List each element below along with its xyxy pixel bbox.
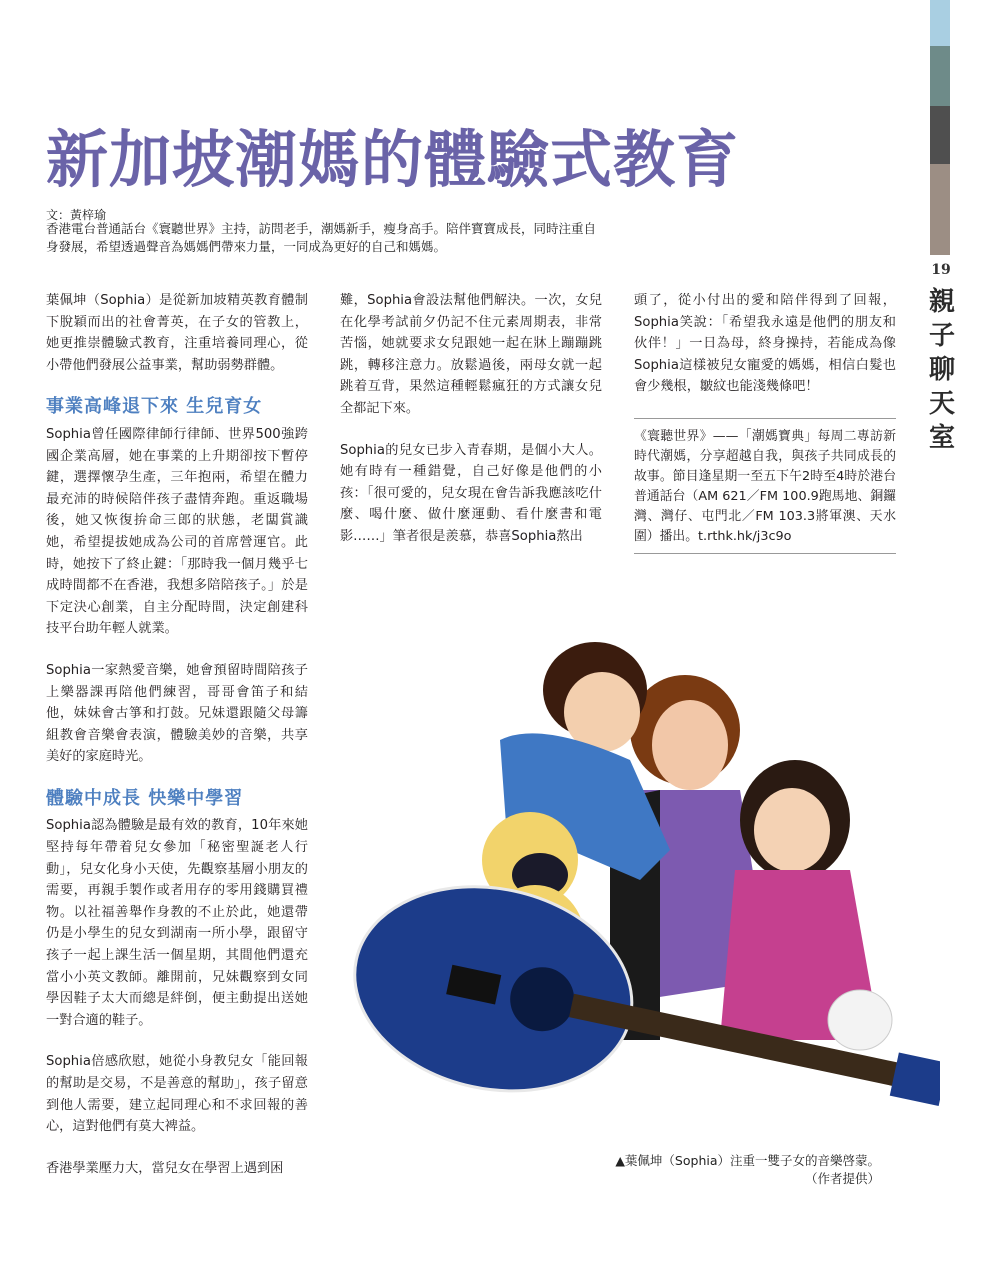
caption-credit: （作者提供） — [804, 1171, 880, 1186]
caption-text: ▲葉佩坤（Sophia）注重一雙子女的音樂啓蒙。 — [615, 1153, 880, 1168]
family-photo — [340, 620, 940, 1140]
color-bar — [930, 164, 950, 255]
page-number: 19 — [931, 262, 951, 278]
paragraph: 頭了，從小付出的愛和陪伴得到了回報，Sophia笑說：「希望我永遠是他們的朋友和伙伴！」一日為母，終身操持，若能成為像Sophia這樣被兒女寵愛的媽媽，相信白髮也會少幾根，皺紋也能淺幾條吧！ — [634, 293, 896, 395]
color-bar — [930, 46, 950, 106]
paragraph: Sophia倍感欣慰，她從小身教兒女「能回報的幫助是交易，不是善意的幫助」，孩子留意到他人需要，建立起同理心和不求回報的善心，這對他們有莫大裨益。 — [46, 1054, 308, 1135]
toy-dog — [828, 990, 892, 1050]
program-info-box: 《寰聽世界》——「潮媽寶典」每周二專訪新時代潮媽，分享超越自我，與孩子共同成長的故事。節目逢星期一至五下午2時至4時於港台普通話台（AM 621／FM 100.9跑馬地、銅鑼灣、灣仔、屯門北／FM 103.3將軍澳、天水圍）播出。t.rthk.hk/j3c9o — [634, 418, 896, 554]
column-2 — [340, 290, 602, 568]
color-bar — [930, 0, 950, 46]
paragraph: 難，Sophia會設法幫他們解決。一次，女兒在化學考試前夕仍記不住元素周期表，非常苦惱，她就要求女兒跟她一起在牀上蹦蹦跳跳，轉移注意力。放鬆過後，兩母女就一起跳着互背，果然這種輕鬆瘋狂的方式讓女兒全都記下來。 — [340, 293, 602, 416]
paragraph: Sophia認為體驗是最有效的教育，10年來她堅持每年帶着兒女參加「秘密聖誕老人行動」，兒女化身小天使，先觀察基層小朋友的需要，再親手製作或者用存的零用錢購買禮物。以社福善舉作身教的不止於此，她還帶仍是小學生的兒女到湖南一所小學，跟留守孩子一起上課生活一個星期，其間他們還充當小小英文教師。離開前，兄妹觀察到女同學因鞋子太大而總是絆倒，便主動提出送她一對合適的鞋子。 — [46, 818, 308, 1028]
author-intro: 香港電台普通話台《寰聽世界》主持，訪問老手，潮媽新手，瘦身高手。陪伴寶寶成長，同時注重自身發展，希望透過聲音為媽媽們帶來力量，一同成為更好的自己和媽媽。 — [46, 221, 597, 254]
subheading: 事業高峰退下來 生兒育女 — [46, 396, 263, 418]
page-title: 新加坡潮媽的體驗式教育 — [46, 123, 740, 196]
mother-face — [652, 700, 728, 790]
byline: 文：黃梓瑜 — [46, 208, 107, 222]
photo-caption — [520, 1152, 880, 1188]
color-bar — [930, 106, 950, 164]
paragraph: Sophia一家熱愛音樂，她會預留時間陪孩子上樂器課再陪他們練習，哥哥會笛子和結他，妹妹會古箏和打鼓。兄妹還跟隨父母籌組教會音樂會表演，體驗美妙的音樂，共享美好的家庭時光。 — [46, 662, 308, 765]
column-1 — [46, 290, 308, 1199]
paragraph: 葉佩坤（Sophia）是從新加坡精英教育體制下脫穎而出的社會菁英，在子女的管教上，她更推崇體驗式教育，注重培養同理心，從小帶他們發展公益事業，幫助弱勢群體。 — [46, 293, 308, 373]
column-3 — [634, 290, 896, 554]
guitar-headstock — [890, 1053, 940, 1106]
paragraph: Sophia曾任國際律師行律師、世界500強跨國企業高層，她在事業的上升期卻按下暫停鍵，選擇懷孕生產，三年抱兩，希望在體力最充沛的時候陪伴孩子盡情奔跑。重返職場後，她又恢復拚命三郎的狀態，老闆賞識她，希望提拔她成為公司的首席營運官。此時，她按下了終止鍵：「那時我一個月幾乎七成時間都不在香港，我想多陪陪孩子。」於是下定決心創業，自主分配時間，決定創建科技平台助年輕人就業。 — [46, 426, 308, 637]
section-tag: 親子聊天室 — [929, 287, 956, 453]
girl-face — [754, 788, 830, 872]
paragraph: 香港學業壓力大，當兒女在學習上遇到困 — [46, 1160, 284, 1176]
subheading: 體驗中成長 快樂中學習 — [46, 787, 244, 809]
sidebar-color-bars — [930, 0, 950, 255]
paragraph: Sophia的兒女已步入青春期，是個小大人。她有時有一種錯覺，自己好像是他們的小孩：「很可愛的，兒女現在會告訴我應該吃什麼、喝什麼、做什麼運動、看什麼書和電影……」筆者很是羨慕，恭喜Sophia熬出 — [340, 442, 602, 544]
